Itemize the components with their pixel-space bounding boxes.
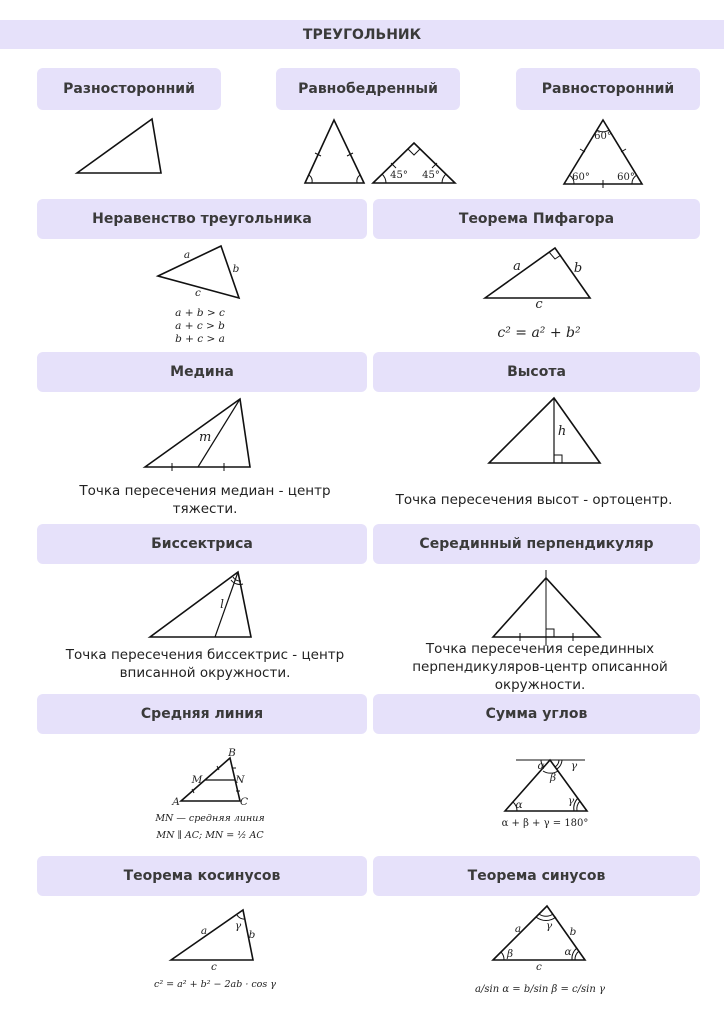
pythagoras-title: Теорема Пифагора (373, 199, 700, 239)
cosines-label-b: b (248, 929, 256, 941)
median-caption: Точка пересечения медиан - центр тяжести. (79, 483, 331, 517)
isosceles-triangle (305, 120, 364, 183)
inequality-title: Неравенство треугольника (37, 199, 367, 239)
sines-label-c: c (536, 961, 542, 973)
bisector-label: l (220, 597, 224, 611)
angles-sum-formula: α + β + γ = 180° (501, 818, 589, 829)
inequality-line-3: b + c > a (175, 333, 225, 345)
bisector-title: Биссектриса (37, 524, 367, 564)
scalene-triangle (77, 119, 161, 173)
pythagoras-label-b: b (573, 261, 583, 276)
inequality-line-1: a + b > c (175, 307, 225, 319)
median-label: m (199, 430, 212, 445)
inequality-label-b: b (232, 263, 240, 275)
inequality-label-c: c (195, 287, 201, 299)
angle-gamma-top: γ (570, 760, 578, 772)
bisector-triangle (150, 572, 251, 637)
page-title: ТРЕУГОЛЬНИК (0, 20, 724, 49)
altitude-triangle (489, 398, 600, 463)
angle-alpha-bottom: α (515, 799, 523, 811)
angle-alpha-top: α (537, 760, 545, 772)
cosines-formula: c² = a² + b² − 2ab · cos γ (154, 979, 276, 990)
midline-label-N: N (235, 774, 245, 786)
inequality-line-2: a + c > b (175, 320, 225, 332)
sines-label-gamma: γ (545, 920, 553, 932)
sines-label-b: b (569, 926, 577, 938)
angle-gamma-bottom: γ (567, 795, 575, 807)
angle-beta: β (549, 772, 557, 784)
midline-label-M: M (191, 774, 203, 786)
sines-title: Теорема синусов (373, 856, 700, 896)
pythagoras-formula: c² = a² + b² (497, 325, 581, 341)
altitude-caption: Точка пересечения высот - ортоцентр. (395, 492, 673, 508)
cosines-triangle (171, 910, 253, 960)
midline-label-C: C (239, 796, 249, 808)
perpendicular-title: Серединный перпендикуляр (373, 524, 700, 564)
equilateral-title: Равносторонний (516, 68, 700, 110)
isosceles-title: Равнобедренный (276, 68, 460, 110)
cosines-label-c: c (211, 961, 217, 973)
midline-label-B: B (228, 747, 236, 759)
sines-formula: a/sin α = b/sin β = c/sin γ (475, 984, 605, 995)
bisector-caption: Точка пересечения биссектрис - центр вписанной окружности. (65, 647, 345, 681)
pythagoras-label-a: a (513, 259, 521, 274)
midline-formula-1: MN — средняя линия (155, 813, 265, 824)
sines-label-alpha: α (564, 946, 572, 958)
sines-label-beta: β (506, 948, 514, 960)
angle-60-top: 60° (594, 131, 612, 142)
median-title: Медина (37, 352, 367, 392)
pythagoras-label-c: c (535, 297, 543, 312)
angle-60-right: 60° (617, 172, 635, 183)
angles-sum-title: Сумма углов (373, 694, 700, 734)
cosines-title: Теорема косинусов (37, 856, 367, 896)
inequality-label-a: a (183, 249, 191, 261)
altitude-label: h (557, 424, 567, 439)
midline-formula-2: MN ∥ AC; MN = ½ AC (156, 830, 264, 841)
midline-title: Средняя линия (37, 694, 367, 734)
sines-label-a: a (514, 923, 522, 935)
angle-45-right: 45° (422, 170, 440, 181)
scalene-title: Разносторонний (37, 68, 221, 110)
angle-45-left: 45° (390, 170, 408, 181)
altitude-title: Высота (373, 352, 700, 392)
cosines-label-gamma: γ (234, 920, 242, 932)
midline-label-A: A (172, 796, 180, 808)
angle-60-left: 60° (572, 172, 590, 183)
cosines-label-a: a (200, 925, 208, 937)
perpendicular-caption: Точка пересечения серединных перпендикуляров-центр описанной окружности. (412, 641, 668, 693)
